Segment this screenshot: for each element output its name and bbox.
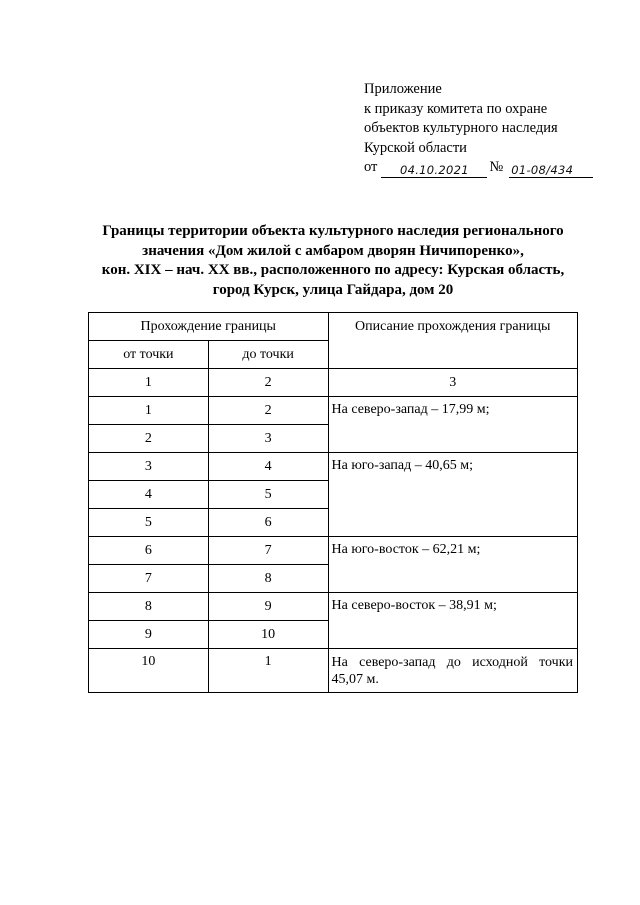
from-point-cell: 1 bbox=[89, 397, 209, 425]
description-cell: На северо-восток – 38,91 м; bbox=[328, 593, 578, 649]
header-description: Описание прохождения границы bbox=[328, 313, 578, 369]
from-point-cell: 6 bbox=[89, 537, 209, 565]
from-point-cell: 5 bbox=[89, 509, 209, 537]
description-cell: На юго-запад – 40,65 м; bbox=[328, 453, 578, 537]
header-row-1 bbox=[89, 313, 578, 341]
title-line-2: значения «Дом жилой с амбаром дворян Ничипоренко», bbox=[142, 242, 524, 259]
table-row bbox=[89, 649, 578, 693]
column-number-row bbox=[89, 369, 578, 397]
order-date-number-row bbox=[364, 158, 593, 178]
handwritten-date: 04.10.2021 bbox=[381, 163, 487, 178]
description-text: На северо-запад до исходной точки 45,07 м. bbox=[331, 655, 573, 687]
boundary-table bbox=[88, 312, 578, 693]
appendix-label: Приложение bbox=[364, 81, 442, 97]
from-label: от bbox=[364, 159, 378, 176]
header-to-point: до точки bbox=[208, 341, 328, 369]
to-point-cell: 3 bbox=[208, 425, 328, 453]
header-passage: Прохождение границы bbox=[89, 313, 329, 341]
title-line-1: Границы территории объекта культурного наследия регионального bbox=[102, 223, 564, 239]
from-point-cell: 2 bbox=[89, 425, 209, 453]
handwritten-number: 01-08/434 bbox=[509, 163, 593, 178]
to-point-cell: 5 bbox=[208, 481, 328, 509]
to-point-cell: 4 bbox=[208, 453, 328, 481]
table-row bbox=[89, 397, 578, 425]
appendix-region: Курской области bbox=[364, 139, 467, 156]
to-point-cell: 1 bbox=[208, 649, 328, 693]
title-line-4: город Курск, улица Гайдара, дом 20 bbox=[212, 282, 454, 299]
description-cell: На северо-запад – 17,99 м; bbox=[328, 397, 578, 453]
from-point-cell: 9 bbox=[89, 621, 209, 649]
to-point-cell: 10 bbox=[208, 621, 328, 649]
from-point-cell: 7 bbox=[89, 565, 209, 593]
document-title bbox=[86, 222, 580, 301]
to-point-cell: 8 bbox=[208, 565, 328, 593]
table-row bbox=[89, 537, 578, 565]
from-point-cell: 10 bbox=[89, 649, 209, 693]
from-point-cell: 4 bbox=[89, 481, 209, 509]
description-cell: На юго-восток – 62,21 м; bbox=[328, 537, 578, 593]
number-label: № bbox=[489, 159, 504, 176]
title-line-3: кон. XIX – нач. XX вв., расположенного по адресу: Курская область, bbox=[101, 262, 565, 279]
appendix-committee: объектов культурного наследия bbox=[364, 120, 558, 137]
appendix-order-ref: к приказу комитета по охране bbox=[364, 100, 548, 117]
header-from-point: от точки bbox=[89, 341, 209, 369]
table-row bbox=[89, 453, 578, 481]
to-point-cell: 7 bbox=[208, 537, 328, 565]
appendix-block bbox=[364, 80, 593, 178]
description-cell bbox=[328, 649, 578, 693]
from-point-cell: 3 bbox=[89, 453, 209, 481]
from-point-cell: 8 bbox=[89, 593, 209, 621]
column-number: 1 bbox=[89, 369, 209, 397]
column-number: 3 bbox=[328, 369, 578, 397]
column-number: 2 bbox=[208, 369, 328, 397]
to-point-cell: 6 bbox=[208, 509, 328, 537]
table-row bbox=[89, 593, 578, 621]
to-point-cell: 2 bbox=[208, 397, 328, 425]
to-point-cell: 9 bbox=[208, 593, 328, 621]
